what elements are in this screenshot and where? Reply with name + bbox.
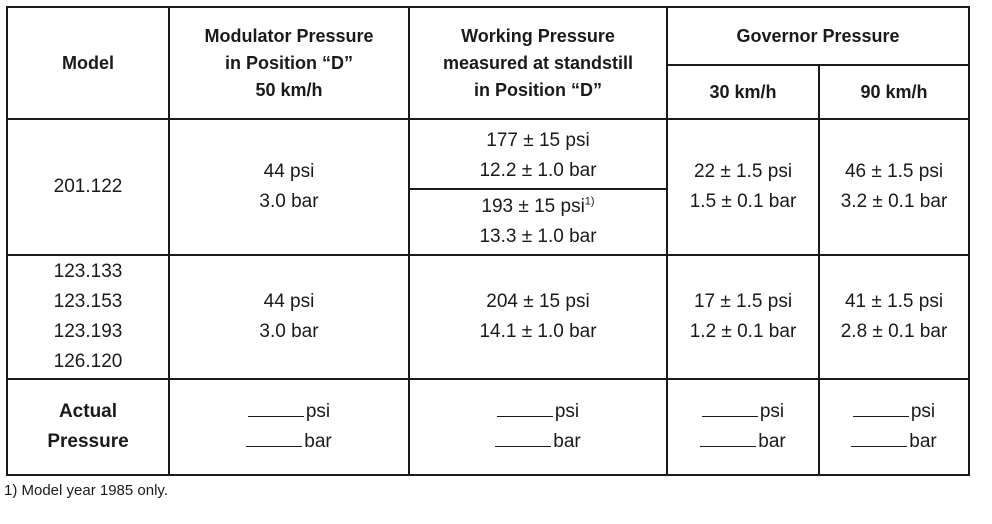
actual-pressure-row bbox=[7, 379, 969, 475]
header-model: Model bbox=[7, 7, 169, 119]
governor-90-bar: 3.2 ± 0.1 bar bbox=[840, 191, 948, 212]
actual-modulator-bar bbox=[174, 427, 404, 457]
modulator-bar: 3.0 bar bbox=[259, 321, 319, 342]
fill-in-blank bbox=[853, 398, 909, 417]
fill-in-blank bbox=[248, 398, 304, 417]
fill-in-blank bbox=[702, 398, 758, 417]
header-working-line-3: in Position “D” bbox=[474, 79, 602, 100]
governor-90-bar: 2.8 ± 0.1 bar bbox=[840, 321, 948, 342]
model-number: 201.122 bbox=[53, 176, 123, 197]
fill-in-blank bbox=[851, 428, 907, 447]
actual-governor-30-bar bbox=[672, 427, 814, 457]
unit-bar: bar bbox=[553, 431, 581, 452]
header-working-pressure bbox=[409, 7, 667, 119]
header-governor-30: 30 km/h bbox=[667, 65, 819, 119]
header-row bbox=[7, 7, 969, 65]
footnote: 1) Model year 1985 only. bbox=[4, 482, 168, 499]
header-governor-pressure: Governor Pressure bbox=[667, 7, 969, 65]
governor-30-bar: 1.5 ± 0.1 bar bbox=[689, 191, 797, 212]
actual-label-line-2: Pressure bbox=[47, 431, 129, 452]
governor-90-cell bbox=[819, 255, 969, 379]
governor-90-psi: 41 ± 1.5 psi bbox=[844, 291, 944, 312]
header-modulator-line-3: 50 km/h bbox=[255, 79, 323, 100]
fill-in-blank bbox=[700, 428, 756, 447]
fill-in-blank bbox=[246, 428, 302, 447]
header-modulator-line-1: Modulator Pressure bbox=[204, 25, 374, 46]
model-number: 123.193 bbox=[53, 321, 123, 342]
table-row bbox=[7, 255, 969, 379]
unit-psi: psi bbox=[305, 401, 331, 422]
header-governor-90: 90 km/h bbox=[819, 65, 969, 119]
unit-bar: bar bbox=[304, 431, 332, 452]
footnote-ref: 1) bbox=[584, 195, 595, 208]
model-number: 126.120 bbox=[53, 351, 123, 372]
actual-modulator-psi bbox=[174, 397, 404, 427]
working-psi: 177 ± 15 psi bbox=[486, 130, 590, 151]
unit-psi: psi bbox=[910, 401, 936, 422]
actual-label-line-1: Actual bbox=[58, 401, 118, 422]
model-cell bbox=[7, 119, 169, 255]
unit-bar: bar bbox=[758, 431, 786, 452]
actual-governor-90-cell bbox=[819, 379, 969, 475]
modulator-psi: 44 psi bbox=[263, 291, 315, 312]
unit-psi: psi bbox=[554, 401, 580, 422]
actual-governor-90-bar bbox=[824, 427, 964, 457]
actual-working-cell bbox=[409, 379, 667, 475]
actual-working-bar bbox=[414, 427, 662, 457]
working-psi: 204 ± 15 psi bbox=[486, 291, 590, 312]
modulator-cell bbox=[169, 255, 409, 379]
table-row bbox=[7, 119, 969, 255]
unit-bar: bar bbox=[909, 431, 937, 452]
working-sub-1985 bbox=[414, 190, 662, 252]
model-cell bbox=[7, 255, 169, 379]
working-psi-1985 bbox=[414, 192, 662, 222]
header-working-line-1: Working Pressure bbox=[461, 25, 615, 46]
modulator-bar: 3.0 bar bbox=[259, 191, 319, 212]
governor-30-bar: 1.2 ± 0.1 bar bbox=[689, 321, 797, 342]
working-cell bbox=[409, 255, 667, 379]
governor-30-psi: 22 ± 1.5 psi bbox=[693, 161, 793, 182]
working-psi-1985-value: 193 ± 15 psi bbox=[481, 196, 585, 217]
working-sub-standard bbox=[410, 122, 666, 190]
model-number: 123.153 bbox=[53, 291, 123, 312]
actual-governor-30-psi bbox=[672, 397, 814, 427]
fill-in-blank bbox=[497, 398, 553, 417]
header-working-line-2: measured at standstill bbox=[442, 52, 634, 73]
actual-pressure-label-cell bbox=[7, 379, 169, 475]
pressure-spec-table bbox=[6, 6, 970, 476]
governor-90-psi: 46 ± 1.5 psi bbox=[844, 161, 944, 182]
working-bar: 12.2 ± 1.0 bar bbox=[479, 160, 597, 181]
governor-30-cell bbox=[667, 255, 819, 379]
header-modulator-pressure bbox=[169, 7, 409, 119]
governor-90-cell bbox=[819, 119, 969, 255]
fill-in-blank bbox=[495, 428, 551, 447]
working-bar: 14.1 ± 1.0 bar bbox=[479, 321, 597, 342]
governor-30-cell bbox=[667, 119, 819, 255]
actual-working-psi bbox=[414, 397, 662, 427]
actual-governor-30-cell bbox=[667, 379, 819, 475]
actual-governor-90-psi bbox=[824, 397, 964, 427]
governor-30-psi: 17 ± 1.5 psi bbox=[693, 291, 793, 312]
actual-modulator-cell bbox=[169, 379, 409, 475]
header-modulator-line-2: in Position “D” bbox=[225, 52, 353, 73]
modulator-cell bbox=[169, 119, 409, 255]
model-number: 123.133 bbox=[53, 261, 123, 282]
modulator-psi: 44 psi bbox=[263, 161, 315, 182]
working-bar-1985: 13.3 ± 1.0 bar bbox=[479, 226, 597, 247]
unit-psi: psi bbox=[759, 401, 785, 422]
working-cell-split bbox=[409, 119, 667, 255]
